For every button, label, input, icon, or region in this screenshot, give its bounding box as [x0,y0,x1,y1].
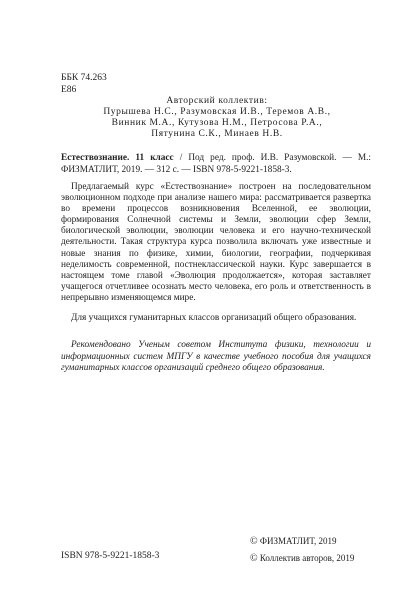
udk-code: Е86 [61,85,77,95]
copyright-line [250,550,354,567]
copyright-authors: Коллектив авторов, 2019 [259,553,355,563]
recommendation-note: Рекомендовано Ученым советом Института физики, технологии и информационных систем МПГУ в качестве учебного пособия для учащихся гуманитарных классов организаций среднего общего образования. [61,340,371,373]
authors-line: Пятунина С.К., Минаев Н.В. [151,129,283,139]
authors-line: Винник М.А., Кутузова Н.М., Петросова Р.А., [111,118,323,128]
bibliographic-details: / Под ред. проф. И.В. Разумовской. — М.: ФИЗМАТЛИТ, 2019. — 312 с. — ISBN 978-5-9221-1858-3. [61,153,371,175]
copyright-icon: © [250,553,258,564]
bibliographic-record [61,153,371,176]
book-title: Естествознание. 11 класс [61,153,174,163]
authors-heading: Авторский коллектив: [166,96,268,106]
copyright-line [250,533,354,550]
copyright-block [250,533,354,567]
copyright-icon: © [250,536,258,547]
copyright-publisher: ФИЗМАТЛИТ, 2019 [259,536,337,546]
audience-paragraph: Для учащихся гуманитарных классов организаций общего образования. [71,313,357,323]
author-collective [58,96,376,140]
classification-codes [61,72,107,96]
isbn-number: ISBN 978-5-9221-1858-3 [61,551,160,561]
authors-line: Пурышева Н.С., Разумовская И.В., Теремов А.В., [103,107,331,117]
bbk-code: ББК 74.263 [61,73,107,83]
annotation-paragraph: Предлагаемый курс «Естествознание» построен на последовательном эволюционном подходе при анализе нашего мира: рассматривается развертка во времени процессов возникновения Вселенной, ее эволюции, формирования Солнечной системы и Земли, эволюции сфер Земли, биологической эволюции, эволюции человека и его научно-технической деятельности. Такая структура курса позволила включать уже известные и новые знания по физике, химии, биологии, географии, подчеркивая неделимость современной, постнеклассической науки. Курс завершается в настоящем томе главой «Эволюция продолжается», которая заставляет учащегося отчетливее осознать место человека, его роль и ответственность в непрерывно изменяющемся мире. [61,182,371,303]
